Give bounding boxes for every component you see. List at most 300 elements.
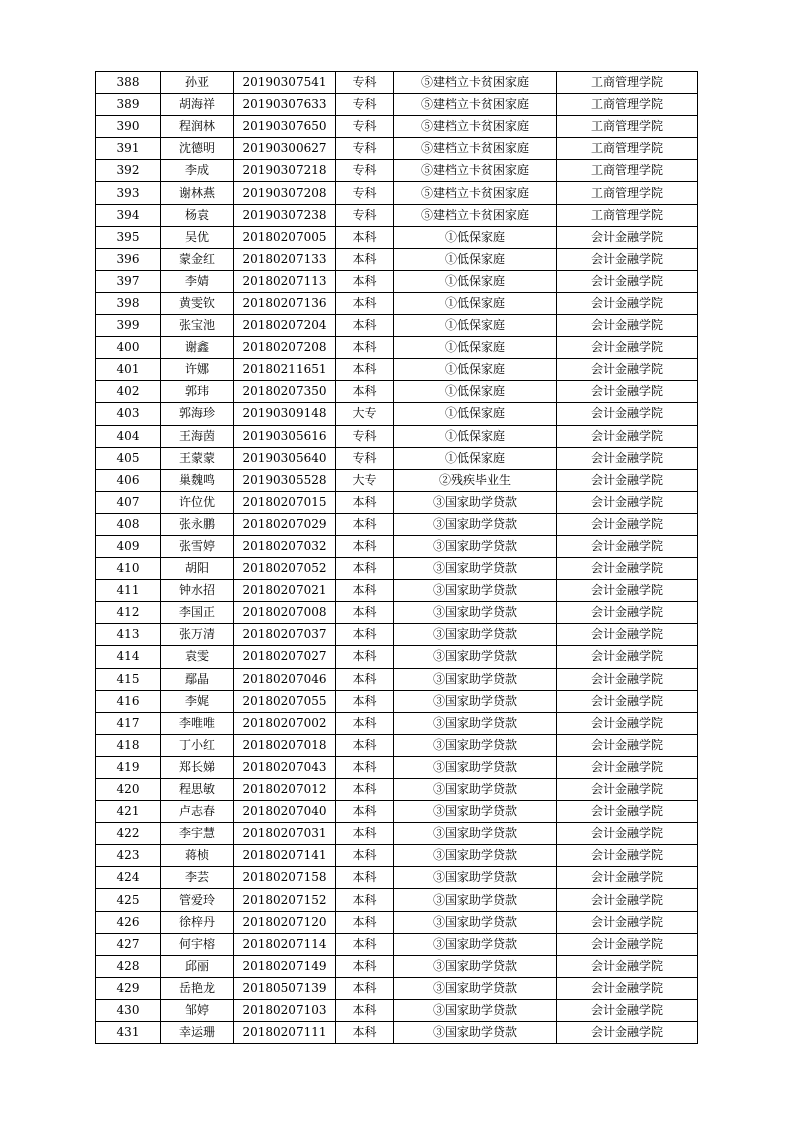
- row-number-cell: 396: [96, 248, 161, 270]
- student-id-cell: 20180207350: [234, 381, 336, 403]
- education-level-cell: 本科: [336, 513, 394, 535]
- education-level-cell: 本科: [336, 712, 394, 734]
- student-name-cell: 幸运珊: [161, 1022, 234, 1044]
- row-number-cell: 414: [96, 646, 161, 668]
- student-id-cell: 20180207120: [234, 911, 336, 933]
- hardship-category-cell: ③国家助学贷款: [394, 867, 557, 889]
- student-id-cell: 20180207158: [234, 867, 336, 889]
- education-level-cell: 本科: [336, 933, 394, 955]
- college-cell: 会计金融学院: [557, 624, 698, 646]
- college-cell: 会计金融学院: [557, 845, 698, 867]
- education-level-cell: 本科: [336, 911, 394, 933]
- student-name-cell: 张永鹏: [161, 513, 234, 535]
- hardship-category-cell: ③国家助学贷款: [394, 558, 557, 580]
- table-row: [96, 779, 698, 801]
- college-cell: 会计金融学院: [557, 359, 698, 381]
- college-cell: 工商管理学院: [557, 182, 698, 204]
- row-number-cell: 403: [96, 403, 161, 425]
- hardship-category-cell: ③国家助学贷款: [394, 580, 557, 602]
- hardship-category-cell: ⑤建档立卡贫困家庭: [394, 72, 557, 94]
- table-row: [96, 712, 698, 734]
- hardship-category-cell: ③国家助学贷款: [394, 823, 557, 845]
- education-level-cell: 本科: [336, 558, 394, 580]
- row-number-cell: 422: [96, 823, 161, 845]
- college-cell: 会计金融学院: [557, 337, 698, 359]
- row-number-cell: 428: [96, 955, 161, 977]
- student-name-cell: 郑长娣: [161, 756, 234, 778]
- education-level-cell: 本科: [336, 580, 394, 602]
- student-id-cell: 20180207136: [234, 292, 336, 314]
- student-id-cell: 20190307541: [234, 72, 336, 94]
- education-level-cell: 专科: [336, 138, 394, 160]
- row-number-cell: 406: [96, 469, 161, 491]
- row-number-cell: 423: [96, 845, 161, 867]
- student-id-cell: 20180207005: [234, 226, 336, 248]
- student-id-cell: 20180207027: [234, 646, 336, 668]
- education-level-cell: 本科: [336, 823, 394, 845]
- education-level-cell: 本科: [336, 381, 394, 403]
- student-id-cell: 20180207204: [234, 315, 336, 337]
- college-cell: 工商管理学院: [557, 138, 698, 160]
- student-id-cell: 20190309148: [234, 403, 336, 425]
- college-cell: 会计金融学院: [557, 535, 698, 557]
- row-number-cell: 418: [96, 734, 161, 756]
- table-row: [96, 248, 698, 270]
- row-number-cell: 400: [96, 337, 161, 359]
- row-number-cell: 412: [96, 602, 161, 624]
- student-id-cell: 20190307208: [234, 182, 336, 204]
- education-level-cell: 本科: [336, 845, 394, 867]
- hardship-category-cell: ①低保家庭: [394, 292, 557, 314]
- education-level-cell: 本科: [336, 889, 394, 911]
- student-name-cell: 孙亚: [161, 72, 234, 94]
- hardship-category-cell: ②残疾毕业生: [394, 469, 557, 491]
- student-name-cell: 杨袁: [161, 204, 234, 226]
- college-cell: 会计金融学院: [557, 425, 698, 447]
- student-id-cell: 20180207002: [234, 712, 336, 734]
- college-cell: 会计金融学院: [557, 580, 698, 602]
- student-name-cell: 巢魏鸣: [161, 469, 234, 491]
- student-id-cell: 20180207032: [234, 535, 336, 557]
- college-cell: 会计金融学院: [557, 801, 698, 823]
- hardship-category-cell: ③国家助学贷款: [394, 624, 557, 646]
- table-row: [96, 535, 698, 557]
- row-number-cell: 402: [96, 381, 161, 403]
- college-cell: 会计金融学院: [557, 911, 698, 933]
- college-cell: 会计金融学院: [557, 646, 698, 668]
- row-number-cell: 390: [96, 116, 161, 138]
- hardship-category-cell: ③国家助学贷款: [394, 602, 557, 624]
- hardship-category-cell: ①低保家庭: [394, 226, 557, 248]
- table-row: [96, 756, 698, 778]
- hardship-category-cell: ①低保家庭: [394, 403, 557, 425]
- hardship-category-cell: ⑤建档立卡贫困家庭: [394, 204, 557, 226]
- hardship-category-cell: ③国家助学贷款: [394, 889, 557, 911]
- student-id-cell: 20180207018: [234, 734, 336, 756]
- student-id-cell: 20180207052: [234, 558, 336, 580]
- hardship-category-cell: ③国家助学贷款: [394, 491, 557, 513]
- student-id-cell: 20180211651: [234, 359, 336, 381]
- row-number-cell: 419: [96, 756, 161, 778]
- hardship-category-cell: ③国家助学贷款: [394, 690, 557, 712]
- student-name-cell: 李国正: [161, 602, 234, 624]
- hardship-category-cell: ⑤建档立卡贫困家庭: [394, 138, 557, 160]
- table-row: [96, 292, 698, 314]
- table-row: [96, 270, 698, 292]
- college-cell: 工商管理学院: [557, 204, 698, 226]
- education-level-cell: 大专: [336, 403, 394, 425]
- row-number-cell: 411: [96, 580, 161, 602]
- college-cell: 会计金融学院: [557, 381, 698, 403]
- row-number-cell: 394: [96, 204, 161, 226]
- college-cell: 会计金融学院: [557, 734, 698, 756]
- table-row: [96, 72, 698, 94]
- row-number-cell: 389: [96, 94, 161, 116]
- hardship-category-cell: ⑤建档立卡贫困家庭: [394, 94, 557, 116]
- hardship-category-cell: ①低保家庭: [394, 315, 557, 337]
- student-name-cell: 郭海珍: [161, 403, 234, 425]
- row-number-cell: 399: [96, 315, 161, 337]
- student-name-cell: 李芸: [161, 867, 234, 889]
- college-cell: 会计金融学院: [557, 668, 698, 690]
- table-row: [96, 955, 698, 977]
- student-id-cell: 20180207055: [234, 690, 336, 712]
- student-id-cell: 20180207031: [234, 823, 336, 845]
- hardship-category-cell: ③国家助学贷款: [394, 668, 557, 690]
- row-number-cell: 407: [96, 491, 161, 513]
- table-row: [96, 116, 698, 138]
- student-name-cell: 王蒙蒙: [161, 447, 234, 469]
- student-id-cell: 20180207208: [234, 337, 336, 359]
- hardship-category-cell: ③国家助学贷款: [394, 779, 557, 801]
- table-row: [96, 889, 698, 911]
- college-cell: 会计金融学院: [557, 469, 698, 491]
- education-level-cell: 本科: [336, 999, 394, 1021]
- student-name-cell: 许娜: [161, 359, 234, 381]
- student-id-cell: 20190307218: [234, 160, 336, 182]
- college-cell: 会计金融学院: [557, 779, 698, 801]
- student-name-cell: 李婧: [161, 270, 234, 292]
- row-number-cell: 426: [96, 911, 161, 933]
- row-number-cell: 398: [96, 292, 161, 314]
- row-number-cell: 424: [96, 867, 161, 889]
- hardship-category-cell: ③国家助学贷款: [394, 955, 557, 977]
- table-row: [96, 624, 698, 646]
- student-name-cell: 胡海祥: [161, 94, 234, 116]
- row-number-cell: 427: [96, 933, 161, 955]
- hardship-category-cell: ③国家助学贷款: [394, 535, 557, 557]
- student-name-cell: 许位优: [161, 491, 234, 513]
- student-id-cell: 20180207114: [234, 933, 336, 955]
- student-name-cell: 管爱玲: [161, 889, 234, 911]
- college-cell: 工商管理学院: [557, 94, 698, 116]
- table-row: [96, 558, 698, 580]
- student-name-cell: 王海茵: [161, 425, 234, 447]
- education-level-cell: 本科: [336, 756, 394, 778]
- student-name-cell: 钟水招: [161, 580, 234, 602]
- student-name-cell: 蒙金红: [161, 248, 234, 270]
- table-row: [96, 690, 698, 712]
- education-level-cell: 大专: [336, 469, 394, 491]
- student-id-cell: 20190300627: [234, 138, 336, 160]
- student-id-cell: 20180207149: [234, 955, 336, 977]
- student-id-cell: 20180207037: [234, 624, 336, 646]
- student-name-cell: 邱丽: [161, 955, 234, 977]
- row-number-cell: 388: [96, 72, 161, 94]
- table-row: [96, 801, 698, 823]
- college-cell: 会计金融学院: [557, 270, 698, 292]
- student-name-cell: 张万清: [161, 624, 234, 646]
- student-id-cell: 20180207113: [234, 270, 336, 292]
- student-name-cell: 李宇慧: [161, 823, 234, 845]
- student-name-cell: 张雪婷: [161, 535, 234, 557]
- education-level-cell: 本科: [336, 226, 394, 248]
- row-number-cell: 392: [96, 160, 161, 182]
- row-number-cell: 416: [96, 690, 161, 712]
- table-row: [96, 403, 698, 425]
- student-name-cell: 鄢晶: [161, 668, 234, 690]
- row-number-cell: 404: [96, 425, 161, 447]
- college-cell: 会计金融学院: [557, 823, 698, 845]
- student-id-cell: 20180507139: [234, 977, 336, 999]
- student-name-cell: 李成: [161, 160, 234, 182]
- college-cell: 会计金融学院: [557, 955, 698, 977]
- college-cell: 会计金融学院: [557, 447, 698, 469]
- row-number-cell: 425: [96, 889, 161, 911]
- table-row: [96, 94, 698, 116]
- table-row: [96, 977, 698, 999]
- row-number-cell: 421: [96, 801, 161, 823]
- college-cell: 会计金融学院: [557, 558, 698, 580]
- table-row: [96, 381, 698, 403]
- table-row: [96, 226, 698, 248]
- student-list-sheet: [95, 71, 697, 1044]
- table-row: [96, 447, 698, 469]
- hardship-category-cell: ③国家助学贷款: [394, 801, 557, 823]
- hardship-category-cell: ①低保家庭: [394, 447, 557, 469]
- row-number-cell: 417: [96, 712, 161, 734]
- education-level-cell: 本科: [336, 1022, 394, 1044]
- student-table-body: [96, 72, 698, 1044]
- student-name-cell: 张宝池: [161, 315, 234, 337]
- education-level-cell: 专科: [336, 447, 394, 469]
- education-level-cell: 本科: [336, 624, 394, 646]
- student-id-cell: 20180207008: [234, 602, 336, 624]
- student-name-cell: 卢志春: [161, 801, 234, 823]
- student-id-cell: 20180207040: [234, 801, 336, 823]
- hardship-category-cell: ①低保家庭: [394, 381, 557, 403]
- student-name-cell: 何宇榕: [161, 933, 234, 955]
- student-name-cell: 吴优: [161, 226, 234, 248]
- education-level-cell: 本科: [336, 315, 394, 337]
- row-number-cell: 420: [96, 779, 161, 801]
- education-level-cell: 专科: [336, 182, 394, 204]
- education-level-cell: 本科: [336, 292, 394, 314]
- table-row: [96, 425, 698, 447]
- education-level-cell: 专科: [336, 425, 394, 447]
- education-level-cell: 本科: [336, 337, 394, 359]
- table-row: [96, 513, 698, 535]
- row-number-cell: 409: [96, 535, 161, 557]
- education-level-cell: 本科: [336, 955, 394, 977]
- hardship-category-cell: ①低保家庭: [394, 248, 557, 270]
- education-level-cell: 本科: [336, 359, 394, 381]
- table-row: [96, 734, 698, 756]
- table-row: [96, 933, 698, 955]
- student-id-cell: 20180207015: [234, 491, 336, 513]
- table-row: [96, 160, 698, 182]
- education-level-cell: 专科: [336, 160, 394, 182]
- hardship-category-cell: ③国家助学贷款: [394, 756, 557, 778]
- college-cell: 会计金融学院: [557, 248, 698, 270]
- row-number-cell: 401: [96, 359, 161, 381]
- education-level-cell: 本科: [336, 668, 394, 690]
- hardship-category-cell: ①低保家庭: [394, 425, 557, 447]
- hardship-category-cell: ①低保家庭: [394, 337, 557, 359]
- row-number-cell: 413: [96, 624, 161, 646]
- hardship-category-cell: ③国家助学贷款: [394, 911, 557, 933]
- table-row: [96, 182, 698, 204]
- student-id-cell: 20180207029: [234, 513, 336, 535]
- student-table: [95, 71, 698, 1044]
- table-row: [96, 204, 698, 226]
- table-row: [96, 580, 698, 602]
- hardship-category-cell: ③国家助学贷款: [394, 845, 557, 867]
- student-id-cell: 20190307650: [234, 116, 336, 138]
- student-id-cell: 20180207133: [234, 248, 336, 270]
- education-level-cell: 本科: [336, 977, 394, 999]
- row-number-cell: 405: [96, 447, 161, 469]
- row-number-cell: 429: [96, 977, 161, 999]
- education-level-cell: 专科: [336, 72, 394, 94]
- education-level-cell: 本科: [336, 734, 394, 756]
- row-number-cell: 395: [96, 226, 161, 248]
- college-cell: 工商管理学院: [557, 160, 698, 182]
- hardship-category-cell: ③国家助学贷款: [394, 712, 557, 734]
- row-number-cell: 430: [96, 999, 161, 1021]
- student-id-cell: 20180207012: [234, 779, 336, 801]
- table-row: [96, 315, 698, 337]
- education-level-cell: 专科: [336, 94, 394, 116]
- student-id-cell: 20180207043: [234, 756, 336, 778]
- college-cell: 会计金融学院: [557, 712, 698, 734]
- hardship-category-cell: ③国家助学贷款: [394, 977, 557, 999]
- student-name-cell: 程润林: [161, 116, 234, 138]
- table-row: [96, 668, 698, 690]
- college-cell: 会计金融学院: [557, 513, 698, 535]
- hardship-category-cell: ③国家助学贷款: [394, 646, 557, 668]
- table-row: [96, 867, 698, 889]
- row-number-cell: 393: [96, 182, 161, 204]
- table-row: [96, 337, 698, 359]
- student-id-cell: 20180207152: [234, 889, 336, 911]
- hardship-category-cell: ⑤建档立卡贫困家庭: [394, 160, 557, 182]
- hardship-category-cell: ①低保家庭: [394, 270, 557, 292]
- table-row: [96, 845, 698, 867]
- hardship-category-cell: ③国家助学贷款: [394, 734, 557, 756]
- table-row: [96, 491, 698, 513]
- student-name-cell: 丁小红: [161, 734, 234, 756]
- student-name-cell: 沈德明: [161, 138, 234, 160]
- education-level-cell: 本科: [336, 602, 394, 624]
- table-row: [96, 999, 698, 1021]
- student-id-cell: 20180207141: [234, 845, 336, 867]
- education-level-cell: 本科: [336, 690, 394, 712]
- hardship-category-cell: ⑤建档立卡贫困家庭: [394, 182, 557, 204]
- row-number-cell: 431: [96, 1022, 161, 1044]
- student-name-cell: 徐梓丹: [161, 911, 234, 933]
- row-number-cell: 397: [96, 270, 161, 292]
- table-row: [96, 1022, 698, 1044]
- row-number-cell: 410: [96, 558, 161, 580]
- student-name-cell: 袁雯: [161, 646, 234, 668]
- college-cell: 工商管理学院: [557, 116, 698, 138]
- student-id-cell: 20180207046: [234, 668, 336, 690]
- student-id-cell: 20180207021: [234, 580, 336, 602]
- college-cell: 会计金融学院: [557, 889, 698, 911]
- college-cell: 会计金融学院: [557, 999, 698, 1021]
- student-name-cell: 蒋桢: [161, 845, 234, 867]
- student-name-cell: 黄雯钦: [161, 292, 234, 314]
- table-row: [96, 138, 698, 160]
- hardship-category-cell: ③国家助学贷款: [394, 1022, 557, 1044]
- education-level-cell: 本科: [336, 646, 394, 668]
- hardship-category-cell: ⑤建档立卡贫困家庭: [394, 116, 557, 138]
- student-id-cell: 20190305528: [234, 469, 336, 491]
- student-name-cell: 程思敏: [161, 779, 234, 801]
- college-cell: 会计金融学院: [557, 867, 698, 889]
- hardship-category-cell: ③国家助学贷款: [394, 999, 557, 1021]
- hardship-category-cell: ③国家助学贷款: [394, 933, 557, 955]
- table-row: [96, 911, 698, 933]
- student-name-cell: 谢鑫: [161, 337, 234, 359]
- college-cell: 会计金融学院: [557, 756, 698, 778]
- hardship-category-cell: ①低保家庭: [394, 359, 557, 381]
- college-cell: 会计金融学院: [557, 226, 698, 248]
- table-row: [96, 602, 698, 624]
- table-row: [96, 469, 698, 491]
- table-row: [96, 646, 698, 668]
- student-name-cell: 邹婷: [161, 999, 234, 1021]
- college-cell: 会计金融学院: [557, 602, 698, 624]
- education-level-cell: 专科: [336, 116, 394, 138]
- student-name-cell: 胡阳: [161, 558, 234, 580]
- student-id-cell: 20180207103: [234, 999, 336, 1021]
- education-level-cell: 本科: [336, 779, 394, 801]
- college-cell: 会计金融学院: [557, 403, 698, 425]
- college-cell: 会计金融学院: [557, 933, 698, 955]
- student-id-cell: 20180207111: [234, 1022, 336, 1044]
- student-name-cell: 李娓: [161, 690, 234, 712]
- student-id-cell: 20190305616: [234, 425, 336, 447]
- college-cell: 会计金融学院: [557, 292, 698, 314]
- row-number-cell: 391: [96, 138, 161, 160]
- student-id-cell: 20190305640: [234, 447, 336, 469]
- row-number-cell: 408: [96, 513, 161, 535]
- education-level-cell: 本科: [336, 535, 394, 557]
- student-name-cell: 郭玮: [161, 381, 234, 403]
- student-id-cell: 20190307238: [234, 204, 336, 226]
- hardship-category-cell: ③国家助学贷款: [394, 513, 557, 535]
- college-cell: 会计金融学院: [557, 977, 698, 999]
- education-level-cell: 本科: [336, 491, 394, 513]
- student-name-cell: 李唯唯: [161, 712, 234, 734]
- education-level-cell: 本科: [336, 270, 394, 292]
- college-cell: 会计金融学院: [557, 1022, 698, 1044]
- student-name-cell: 谢林燕: [161, 182, 234, 204]
- education-level-cell: 本科: [336, 801, 394, 823]
- student-id-cell: 20190307633: [234, 94, 336, 116]
